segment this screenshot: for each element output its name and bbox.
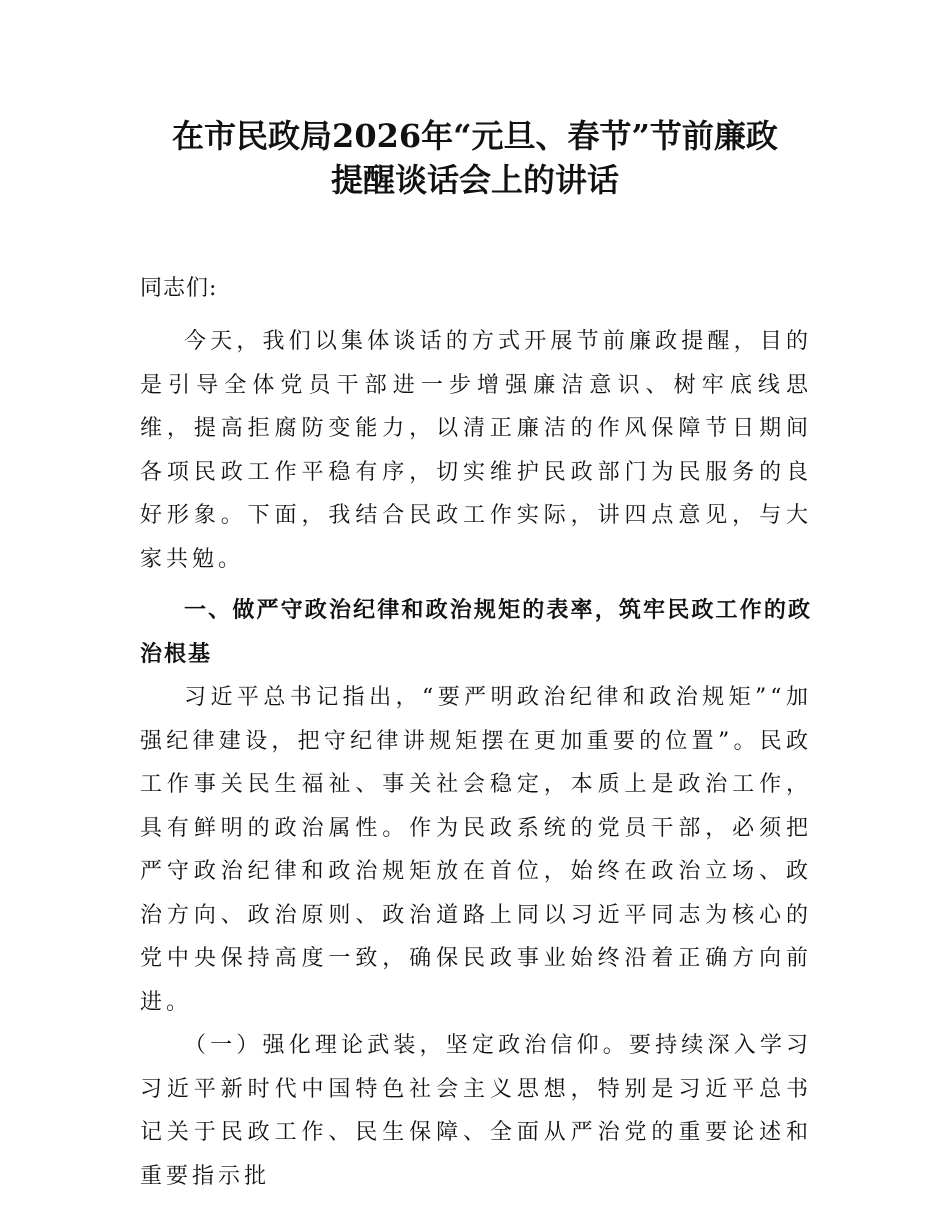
greeting: 同志们: bbox=[140, 276, 218, 301]
section-heading-1: 一、做严守政治纪律和政治规矩的表率，筑牢民政工作的政治根基 bbox=[140, 598, 812, 667]
paragraph-subsection-1: （一）强化理论武装，坚定政治信仰。要持续深入学习习近平新时代中国特色社会主义思想，特别是习近平总书记关于民政工作、民生保障、全面从严治党的重要论述和重要指示批 bbox=[140, 1033, 812, 1189]
document-title-line-1: 在市民政局2026年“元旦、春节”节前廉政 bbox=[172, 117, 778, 155]
document-title-line-2: 提醒谈话会上的讲话 bbox=[330, 161, 619, 199]
paragraph-section-1: 习近平总书记指出，“要严明政治纪律和政治规矩”“加强纪律建设，把守纪律讲规矩摆在更加重要的位置”。民政工作事关民生福祉、事关社会稳定，本质上是政治工作，具有鲜明的政治属性。作为民政系统的党员干部，必须把严守政治纪律和政治规矩放在首位，始终在政治立场、政治方向、政治原则、政治道路上同以习近平同志为核心的党中央保持高度一致，确保民政事业始终沿着正确方向前进。 bbox=[140, 685, 812, 1015]
document-body bbox=[140, 268, 812, 1198]
paragraph-intro: 今天，我们以集体谈话的方式开展节前廉政提醒，目的是引导全体党员干部进一步增强廉洁意识、树牢底线思维，提高拒腐防变能力，以清正廉洁的作风保障节日期间各项民政工作平稳有序，切实维护民政部门为民服务的良好形象。下面，我结合民政工作实际，讲四点意见，与大家共勉。 bbox=[140, 329, 812, 572]
